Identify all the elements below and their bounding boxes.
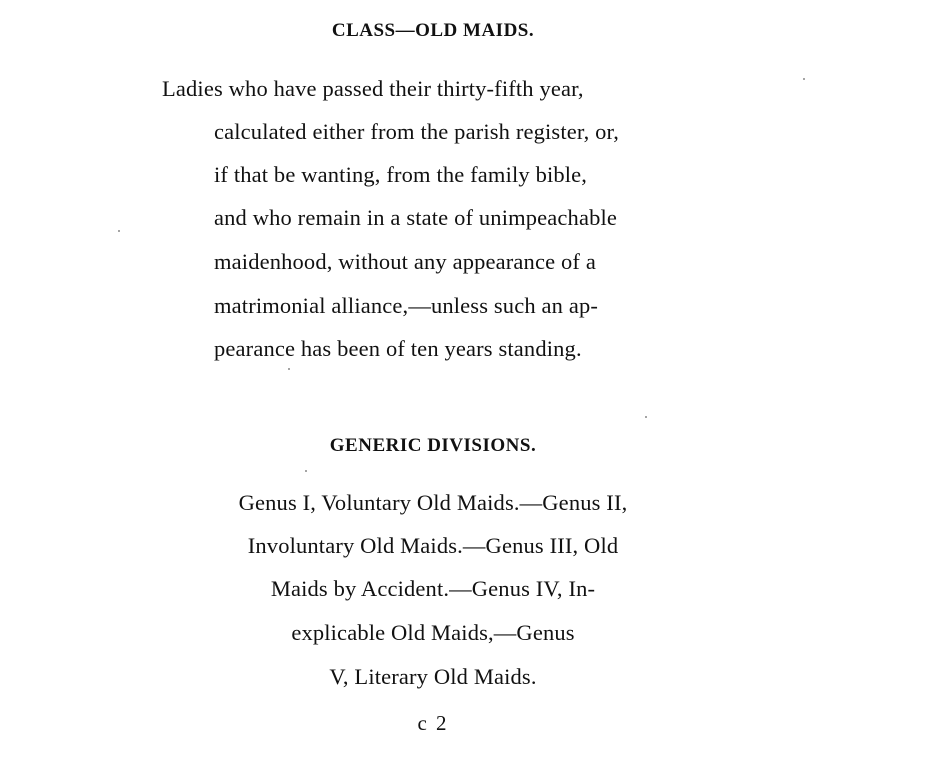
definition-line-7: pearance has been of ten years standing. <box>214 336 582 361</box>
paper-speck <box>118 230 120 232</box>
divisions-line-1: Genus I, Voluntary Old Maids.—Genus II, <box>238 490 628 515</box>
definition-line-6: matrimonial alliance,—unless such an ap- <box>214 293 599 318</box>
definition-line-1: Ladies who have passed their thirty-fifth year, <box>162 76 584 101</box>
paper-speck <box>803 78 805 80</box>
paper-speck <box>288 368 290 370</box>
section-heading: CLASS—OLD MAIDS. <box>331 20 535 41</box>
paper-speck <box>305 470 307 472</box>
divisions-line-4: explicable Old Maids,—Genus <box>291 620 575 645</box>
definition-line-4: and who remain in a state of unimpeachable <box>214 205 618 230</box>
definition-line-3: if that be wanting, from the family bible, <box>214 162 588 187</box>
divisions-line-2: Involuntary Old Maids.—Genus III, Old <box>247 533 619 558</box>
definition-line-5: maidenhood, without any appearance of a <box>214 249 596 274</box>
divisions-line-5: V, Literary Old Maids. <box>329 664 537 689</box>
paper-speck <box>645 416 647 418</box>
signature-mark: c 2 <box>417 711 449 735</box>
definition-line-2: calculated either from the parish register, or, <box>214 119 620 144</box>
divisions-line-3: Maids by Accident.—Genus IV, In- <box>270 576 596 601</box>
divisions-heading: GENERIC DIVISIONS. <box>329 435 537 456</box>
